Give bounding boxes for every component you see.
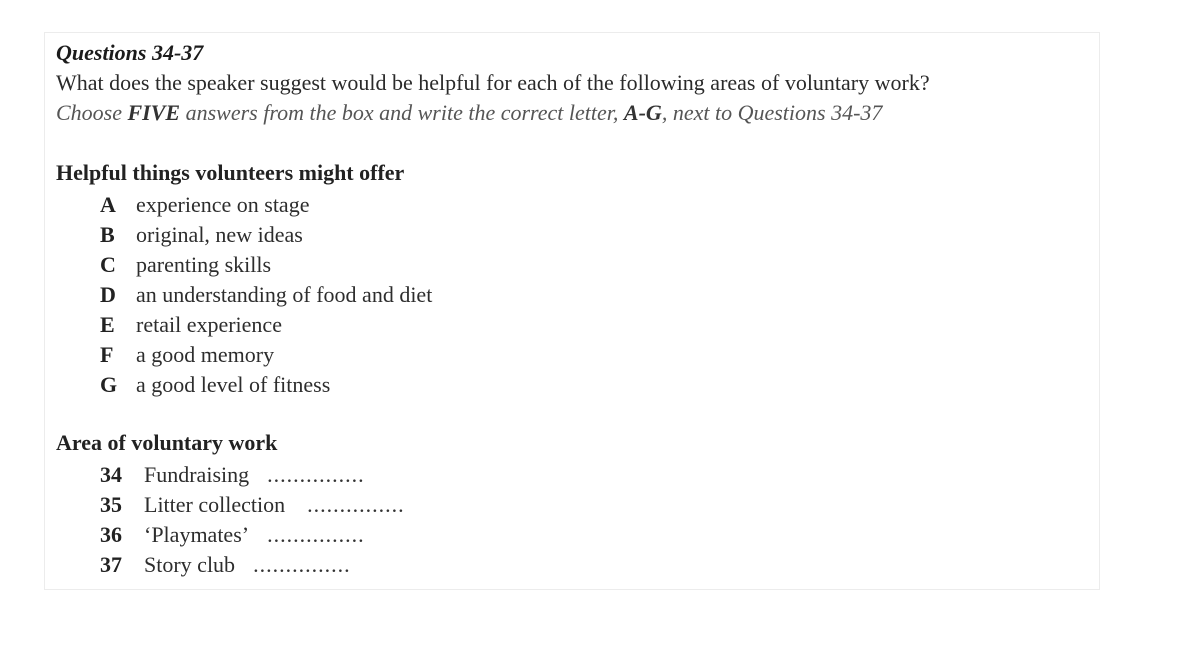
question-36 xyxy=(100,520,405,550)
option-letter: G xyxy=(100,372,118,397)
option-text: retail experience xyxy=(136,312,282,337)
answer-blank[interactable]: ............... xyxy=(253,552,351,577)
instruction-part3: , next to Questions 34-37 xyxy=(661,100,883,125)
option-b xyxy=(100,220,432,250)
option-letter: E xyxy=(100,312,115,337)
question-label: ‘Playmates’ xyxy=(144,522,250,547)
question-number: 35 xyxy=(100,492,122,517)
question-number: 36 xyxy=(100,522,122,547)
option-text: a good level of fitness xyxy=(136,372,331,397)
option-f xyxy=(100,340,432,370)
option-g xyxy=(100,370,432,400)
question-number: 34 xyxy=(100,462,122,487)
questions-list xyxy=(100,460,405,580)
option-letter: C xyxy=(100,252,116,277)
questions-title: Questions 34-37 xyxy=(56,40,204,65)
question-37 xyxy=(100,550,405,580)
answer-blank[interactable]: ............... xyxy=(267,522,365,547)
answer-blank[interactable]: ............... xyxy=(307,492,405,517)
options-box-heading: Helpful things volunteers might offer xyxy=(56,160,405,185)
option-c xyxy=(100,250,432,280)
option-letter: B xyxy=(100,222,115,247)
option-letter: D xyxy=(100,282,116,307)
instruction-letter-range: A-G xyxy=(623,100,662,125)
option-text: original, new ideas xyxy=(136,222,303,247)
option-e xyxy=(100,310,432,340)
option-letter: A xyxy=(100,192,116,217)
instruction-part2: answers from the box and write the correct letter, xyxy=(180,100,624,125)
question-label: Litter collection xyxy=(144,492,286,517)
option-text: parenting skills xyxy=(136,252,272,277)
option-text: an understanding of food and diet xyxy=(136,282,433,307)
option-d xyxy=(100,280,432,310)
answer-blank[interactable]: ............... xyxy=(267,462,365,487)
option-text: experience on stage xyxy=(136,192,310,217)
question-text: What does the speaker suggest would be helpful for each of the following areas of voluntary work? xyxy=(56,70,930,95)
question-number: 37 xyxy=(100,552,122,577)
option-a xyxy=(100,190,432,220)
instruction-count: FIVE xyxy=(127,100,181,125)
instruction-text xyxy=(56,100,882,126)
question-label: Fundraising xyxy=(144,462,250,487)
instruction-part1: Choose xyxy=(56,100,128,125)
area-heading: Area of voluntary work xyxy=(56,430,278,455)
question-label: Story club xyxy=(144,552,236,577)
options-list xyxy=(100,190,432,400)
question-35 xyxy=(100,490,405,520)
option-letter: F xyxy=(100,342,114,367)
option-text: a good memory xyxy=(136,342,275,367)
question-34 xyxy=(100,460,405,490)
